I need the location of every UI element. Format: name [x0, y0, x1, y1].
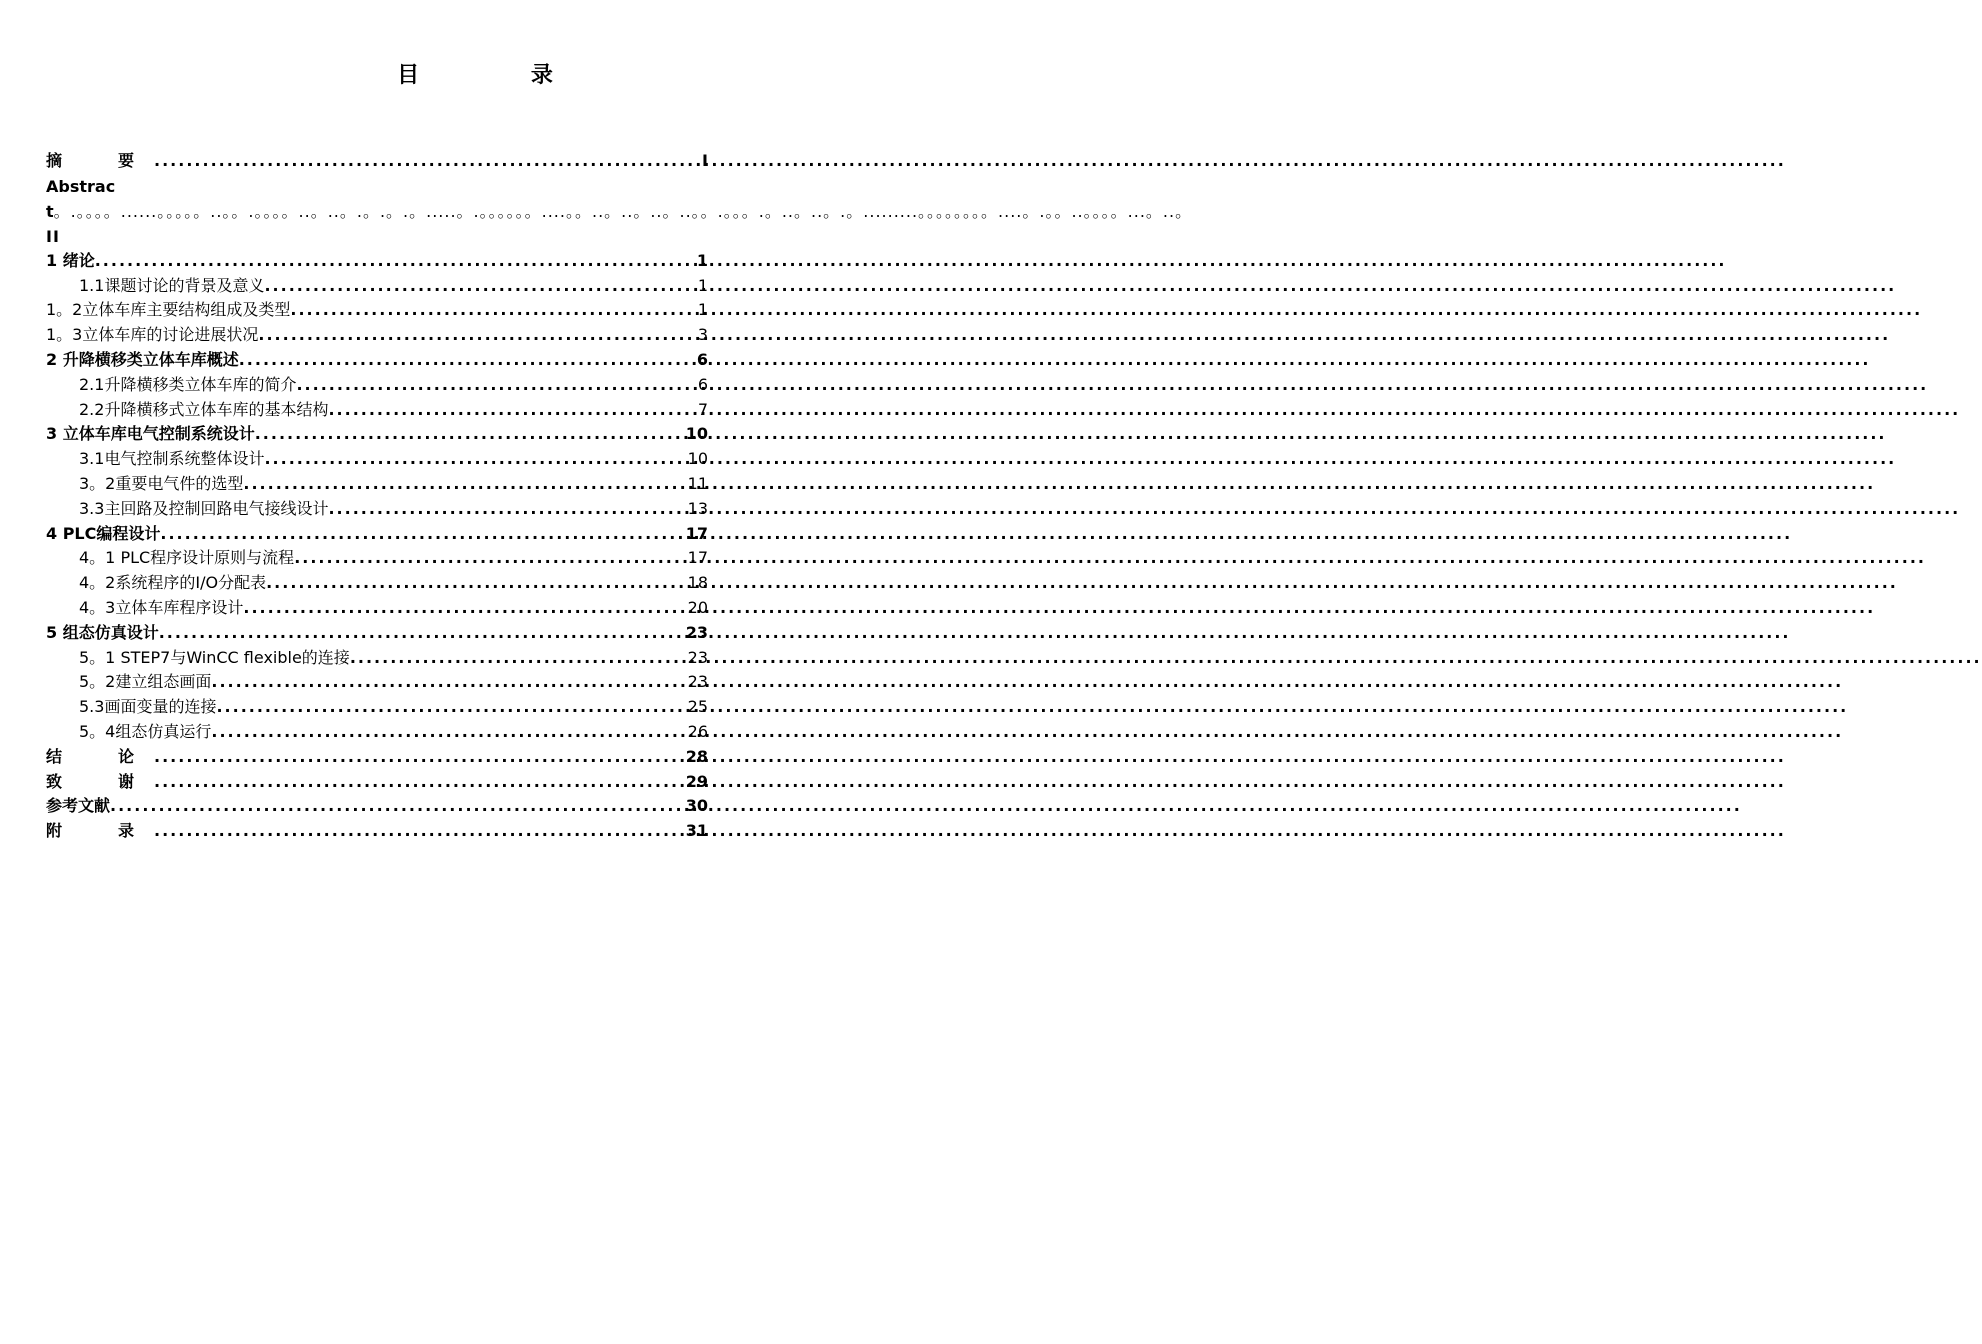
toc-leader	[243, 472, 685, 497]
toc-entry-label: 参考文献	[46, 796, 111, 816]
toc-entry[interactable]	[46, 373, 708, 398]
toc-entry[interactable]	[46, 249, 708, 274]
toc-entry[interactable]	[46, 447, 708, 472]
toc-entry-label: 2.2升降横移式立体车库的基本结构	[79, 399, 329, 419]
toc-entry-back-matter[interactable]	[46, 745, 708, 770]
toc-entry-label: 3。2重要电气件的选型	[79, 473, 244, 493]
toc-entry[interactable]	[46, 522, 708, 547]
toc-page-number: I	[702, 151, 708, 170]
toc-leader	[154, 745, 684, 770]
toc-entry-label: 4。1 PLC程序设计原则与流程	[79, 548, 295, 568]
toc-entry-label: 结 论	[46, 746, 155, 766]
page-title: 目 录	[397, 63, 605, 88]
toc-page-number: 29	[685, 771, 708, 791]
toc-leader	[216, 695, 685, 720]
toc-leader	[160, 522, 683, 547]
toc-entry[interactable]	[46, 348, 708, 373]
toc-page-number: 23	[687, 672, 708, 692]
toc-entry-label: 1 绪论	[46, 250, 95, 270]
toc-leader	[95, 249, 695, 274]
toc-page-number: 25	[687, 697, 708, 717]
toc-page-number: 23	[687, 647, 708, 667]
toc-entry-label: 5 组态仿真设计	[46, 622, 159, 642]
toc-entry-label: 1。3立体车库的讨论进展状况	[46, 325, 259, 345]
toc-leader	[211, 720, 685, 745]
toc-leader	[211, 670, 685, 695]
toc-entry-label: 5.3画面变量的连接	[79, 697, 217, 717]
toc-page-number: 17	[685, 523, 708, 543]
toc-page-number: 1	[697, 300, 708, 320]
toc-entry-label: 致 谢	[46, 771, 155, 791]
toc-back-matter	[46, 745, 708, 844]
toc-leader	[290, 298, 695, 323]
toc-page-number: 10	[687, 449, 708, 469]
toc-entry[interactable]	[46, 695, 708, 720]
toc-entry-label: 4 PLC编程设计	[46, 523, 161, 543]
toc-entry[interactable]	[46, 422, 708, 447]
toc-entry-abstract-cn[interactable]	[46, 149, 708, 174]
toc-entry[interactable]	[46, 646, 708, 671]
toc-page-number: 1	[697, 275, 708, 295]
toc-entry[interactable]	[46, 621, 708, 646]
toc-entry-label: Abstract	[46, 176, 116, 221]
toc-entry[interactable]	[46, 571, 708, 596]
table-of-contents	[46, 149, 1193, 844]
toc-leader: 。.。。。。......。。。。。..。。.。。。。..。..。.。.。.。.....。.。。。。。。....。。..。..。..。..。。.。。。.。..。..。.。.........。。。。。。。。....。.。。..。。。。...。..。	[53, 201, 1193, 221]
toc-entry-label: 3.3主回路及控制回路电气接线设计	[79, 498, 329, 518]
toc-entry-back-matter[interactable]	[46, 819, 708, 844]
toc-leader	[328, 398, 695, 423]
toc-page-number: 23	[685, 622, 708, 642]
toc-page-number: 30	[685, 796, 708, 816]
toc-leader	[258, 323, 695, 348]
toc-entry[interactable]	[46, 298, 708, 323]
toc-leader	[350, 646, 686, 671]
toc-entry-label: 5。2建立组态画面	[79, 672, 212, 692]
toc-entry[interactable]	[46, 546, 708, 571]
toc-entry-label: 2 升降横移类立体车库概述	[46, 349, 239, 369]
toc-page-number: 28	[685, 746, 708, 766]
toc-entry-label: 4。3立体车库程序设计	[79, 597, 244, 617]
toc-page-number: II	[46, 226, 60, 246]
toc-leader	[154, 149, 700, 174]
toc-entry[interactable]	[46, 596, 708, 621]
toc-page-number: 17	[687, 548, 708, 568]
toc-entry[interactable]	[46, 497, 708, 522]
toc-entry-label: 1。2立体车库主要结构组成及类型	[46, 300, 291, 320]
toc-leader	[264, 447, 685, 472]
toc-entry-label: 2.1升降横移类立体车库的简介	[79, 374, 297, 394]
toc-leader	[294, 546, 685, 571]
toc-leader	[296, 373, 695, 398]
toc-leader	[154, 770, 684, 795]
toc-entry[interactable]	[46, 323, 708, 348]
toc-entry-back-matter[interactable]	[46, 794, 708, 819]
toc-leader	[264, 274, 695, 299]
toc-page-number: 13	[687, 498, 708, 518]
toc-leader	[159, 621, 684, 646]
toc-entry-label: 4。2系统程序的I/O分配表	[79, 573, 267, 593]
toc-entry[interactable]	[46, 472, 708, 497]
toc-entry-back-matter[interactable]	[46, 770, 708, 795]
toc-page-number: 10	[685, 424, 708, 444]
toc-page-number: 11	[687, 473, 708, 493]
toc-entry-label: 3 立体车库电气控制系统设计	[46, 424, 255, 444]
toc-page-number: 1	[696, 250, 708, 270]
toc-entry[interactable]	[46, 720, 708, 745]
toc-page-number: 26	[687, 721, 708, 741]
toc-entry[interactable]	[46, 274, 708, 299]
toc-entry-abstract-en[interactable]	[46, 174, 1193, 249]
toc-entry-label: 摘 要	[46, 151, 155, 170]
toc-page-number: 20	[687, 597, 708, 617]
toc-page-number: 18	[687, 573, 708, 593]
toc-entry-label: 5。4组态仿真运行	[79, 721, 212, 741]
toc-entry-label: 1.1课题讨论的背景及意义	[79, 275, 265, 295]
toc-page-number: 6	[696, 349, 708, 369]
toc-page-number: 31	[685, 821, 708, 841]
toc-entry[interactable]	[46, 398, 708, 423]
toc-leader	[328, 497, 685, 522]
toc-page-number: 3	[697, 325, 708, 345]
toc-page-number: 7	[697, 399, 708, 419]
toc-leader	[110, 794, 684, 819]
toc-leader	[266, 571, 686, 596]
toc-leader	[243, 596, 685, 621]
toc-entries	[46, 249, 708, 745]
toc-leader	[255, 422, 684, 447]
toc-entry-label: 3.1电气控制系统整体设计	[79, 449, 265, 469]
toc-entry[interactable]	[46, 670, 708, 695]
toc-page-number: 6	[697, 374, 708, 394]
toc-entry-label: 附 录	[46, 821, 155, 841]
toc-leader	[154, 819, 684, 844]
toc-entry-label: 5。1 STEP7与WinCC flexible的连接	[79, 647, 350, 667]
toc-leader	[239, 348, 695, 373]
